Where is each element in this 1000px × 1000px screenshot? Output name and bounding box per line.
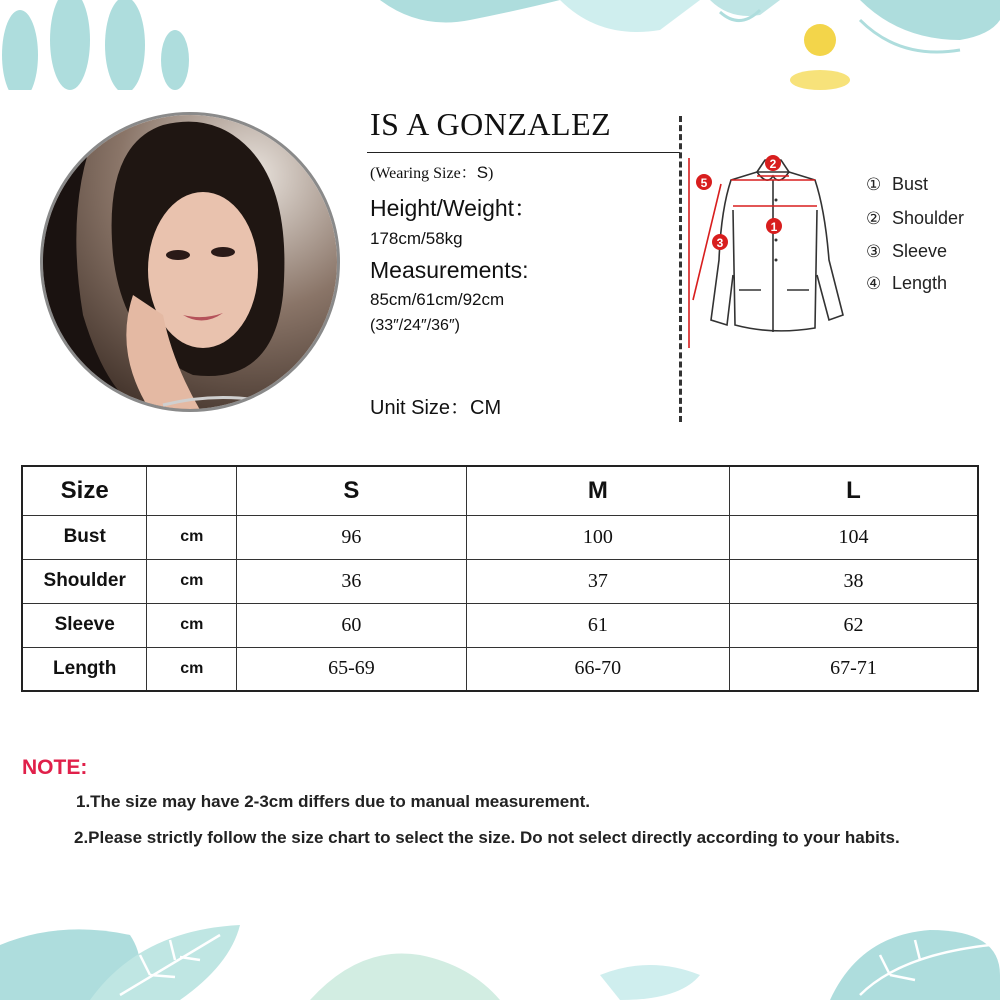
- table-header-row: [22, 466, 978, 515]
- row-label: Sleeve: [22, 603, 147, 647]
- cell-value: 104: [730, 515, 978, 559]
- decorative-top-leaves: [0, 0, 1000, 90]
- wearing-size: [370, 160, 493, 183]
- measurements-cm: 85cm/61cm/92cm: [370, 290, 505, 309]
- marker-2: 2: [769, 157, 777, 171]
- height-weight-value: 178cm/58kg: [370, 229, 463, 248]
- table-row: [22, 559, 978, 603]
- note-line-2: 2.Please strictly follow the size chart to select the size. Do not select directly according to your habits.: [74, 828, 900, 847]
- cell-value: 62: [730, 603, 978, 647]
- table-row: [22, 515, 978, 559]
- cell-value: 61: [466, 603, 729, 647]
- legend-num: ③: [866, 242, 882, 262]
- decorative-bottom-leaves: [0, 915, 1000, 1000]
- model-name: IS A GONZALEZ: [370, 106, 612, 142]
- legend-label: Length: [892, 273, 948, 293]
- cell-value: 96: [237, 515, 466, 559]
- legend-num: ④: [866, 274, 882, 294]
- row-unit: cm: [147, 647, 237, 691]
- table-row: [22, 603, 978, 647]
- cell-value: 38: [730, 559, 978, 603]
- cell-value: 67-71: [730, 647, 978, 691]
- height-weight-label: Height/Weight：: [370, 195, 538, 221]
- note-title: NOTE:: [22, 756, 88, 779]
- cell-value: 36: [237, 559, 466, 603]
- legend-length: [866, 273, 947, 294]
- unit-size: [370, 391, 501, 420]
- note-line-1: 1.The size may have 2-3cm differs due to manual measurement.: [76, 792, 590, 811]
- marker-5: 5: [700, 176, 708, 190]
- wearing-prefix: (Wearing Size：: [370, 165, 477, 182]
- wearing-suffix: ): [488, 165, 494, 182]
- header-size-label: Size: [22, 466, 147, 515]
- legend-num: ①: [866, 175, 882, 195]
- legend-label: Shoulder: [892, 208, 965, 228]
- row-unit: cm: [147, 515, 237, 559]
- cell-value: 37: [466, 559, 729, 603]
- unit-size-label: Unit Size：: [370, 397, 471, 419]
- legend-sleeve: [866, 241, 947, 262]
- marker-3: 3: [716, 236, 724, 250]
- legend-shoulder: [866, 208, 964, 229]
- wearing-size-value: S: [476, 163, 489, 182]
- size-chart-table: [21, 465, 979, 692]
- row-unit: cm: [147, 603, 237, 647]
- legend-label: Bust: [892, 174, 929, 194]
- cell-value: 60: [237, 603, 466, 647]
- vertical-dashed-divider: [679, 116, 682, 422]
- row-label: Length: [22, 647, 147, 691]
- row-label: Shoulder: [22, 559, 147, 603]
- legend-bust: [866, 174, 928, 195]
- measurements-in: (33″/24″/36″): [370, 317, 460, 334]
- cell-value: 66-70: [466, 647, 729, 691]
- marker-1: 1: [770, 220, 778, 234]
- legend-label: Sleeve: [892, 241, 948, 261]
- header-size-l: L: [730, 466, 978, 515]
- name-divider: [367, 152, 680, 153]
- unit-size-value: CM: [470, 397, 502, 419]
- jacket-measurement-diagram: [683, 150, 863, 350]
- measurements-label: Measurements:: [370, 257, 529, 283]
- header-unit: [147, 466, 237, 515]
- header-size-s: S: [237, 466, 466, 515]
- header-size-m: M: [466, 466, 729, 515]
- row-label: Bust: [22, 515, 147, 559]
- table-row: [22, 647, 978, 691]
- cell-value: 65-69: [237, 647, 466, 691]
- row-unit: cm: [147, 559, 237, 603]
- model-portrait: [40, 112, 340, 412]
- legend-num: ②: [866, 209, 882, 229]
- cell-value: 100: [466, 515, 729, 559]
